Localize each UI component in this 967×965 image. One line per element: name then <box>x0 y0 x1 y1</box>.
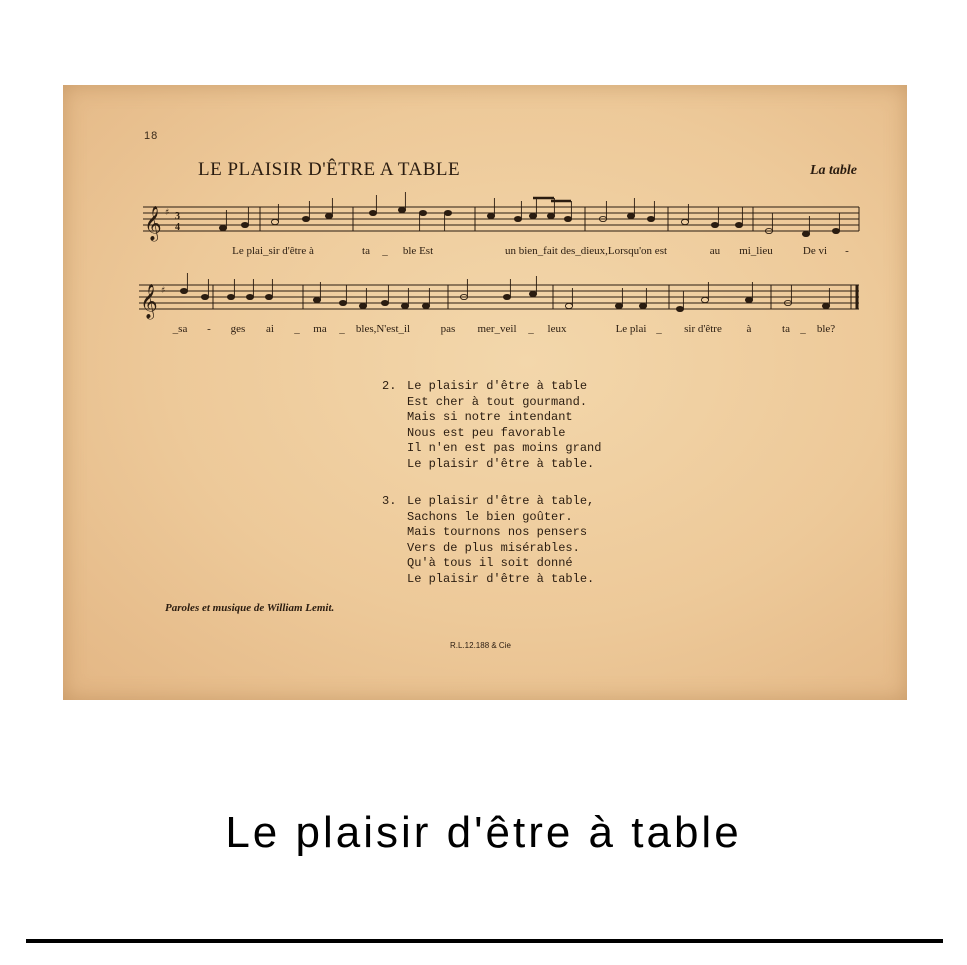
verse-line: Sachons le bien goûter. <box>407 509 573 524</box>
section-label: La table <box>809 163 857 178</box>
verse-line: Mais si notre intendant <box>407 410 573 424</box>
svg-text:3: 3 <box>175 211 180 222</box>
lyric-syllable: _ <box>656 323 662 335</box>
music-staves <box>63 85 907 355</box>
verse-number: 3. <box>382 494 397 508</box>
credit-line: Paroles et musique de William Lemit. <box>165 602 335 614</box>
lyric-syllable: ai <box>266 323 274 335</box>
lyric-syllable: leux <box>547 323 567 335</box>
lyric-syllable: ble? <box>816 323 836 335</box>
verse-line: Le plaisir d'être à table. <box>407 571 595 586</box>
lyric-syllable: Le plai_sir d'être à <box>232 245 314 257</box>
svg-text:♯: ♯ <box>165 208 170 218</box>
verse-line: Il n'en est pas moins grand <box>407 441 602 455</box>
lyric-syllable: _ <box>528 323 534 335</box>
verse-line: Vers de plus misérables. <box>407 540 580 555</box>
svg-text:4: 4 <box>175 222 180 233</box>
lyric-syllable: _ <box>339 323 345 335</box>
verse-line: Le plaisir d'être à table, <box>407 494 595 508</box>
scanned-page <box>63 85 907 700</box>
lyric-syllable: pas <box>440 323 456 335</box>
verse-line: Le plaisir d'être à table. <box>407 456 595 471</box>
lyric-syllable: _ <box>382 245 388 257</box>
verse-line: Qu'à tous il soit donné <box>407 556 573 570</box>
lyric-syllable: - <box>207 323 211 335</box>
verse-line: Mais tournons nos pensers <box>407 525 588 539</box>
song-title: LE PLAISIR D'ÊTRE A TABLE <box>198 159 461 180</box>
lyric-syllable: ges <box>230 323 246 335</box>
lyric-syllable: Le plai <box>615 323 647 335</box>
lyric-syllable: - <box>845 245 849 257</box>
lyric-syllable: bles,N'est_il <box>355 323 411 335</box>
verse-line: Le plaisir d'être à table <box>407 379 588 393</box>
lyric-syllable: ta <box>782 323 790 335</box>
lyric-syllable: _sa <box>172 323 188 335</box>
lyrics-line-1 <box>63 245 907 261</box>
lyric-syllable: mer_veil <box>477 323 517 335</box>
publisher-reference: R.L.12.188 & Cie <box>450 641 511 650</box>
bottom-rule <box>26 939 943 943</box>
verse-number: 2. <box>382 379 397 393</box>
verse-line: Est cher à tout gourmand. <box>407 394 588 409</box>
svg-text:♯: ♯ <box>161 286 166 296</box>
svg-text:𝄞: 𝄞 <box>140 284 158 319</box>
verse-line: Nous est peu favorable <box>407 425 566 440</box>
lyric-syllable: _ <box>800 323 806 335</box>
lyric-syllable: ble Est <box>402 245 434 257</box>
lyric-syllable: au <box>709 245 721 257</box>
lyric-syllable: De vi <box>802 245 828 257</box>
lyrics-line-2 <box>63 323 907 339</box>
lyric-syllable: ma <box>313 323 327 335</box>
lyric-syllable: un bien_fait des_dieux,Lorsqu'on est <box>504 245 668 257</box>
lyric-syllable: _ <box>294 323 300 335</box>
lyric-syllable: sir d'être <box>684 323 722 335</box>
svg-text:𝄞: 𝄞 <box>144 206 162 241</box>
page-number: 18 <box>144 130 159 142</box>
lyric-syllable: mi_lieu <box>739 245 773 257</box>
lyric-syllable: à <box>746 323 752 335</box>
caption-title: Le plaisir d'être à table <box>225 808 742 857</box>
lyric-syllable: ta <box>362 245 370 257</box>
